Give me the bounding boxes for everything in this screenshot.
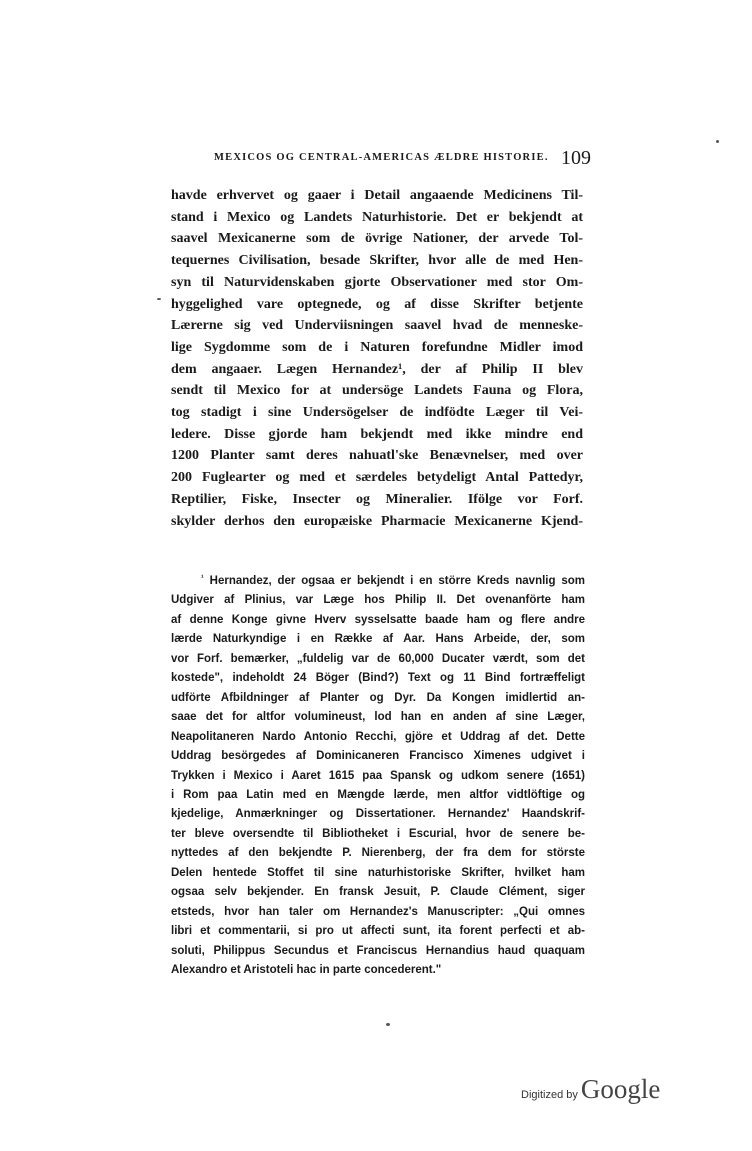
text-line: syn til Naturvidenskaben gjorte Observationer med stor Om- [171, 274, 583, 290]
footnote-line-text: Hernandez, der ogsaa er bekjendt i en större Kreds navnlig som [209, 575, 585, 587]
footnote-line: ter bleve oversendte til Bibliotheket i Escurial, hvor de senere be- [171, 827, 585, 840]
footnote-line: Delen hentede Stoffet til sine naturhistoriske Skrifter, hvilket ham [171, 866, 585, 879]
text-line: 200 Fuglearter og med et særdeles betydeligt Antal Pattedyr, [171, 470, 583, 486]
footnote-line: saae det for altfor volumineust, lod han en anden af sine Læger, [171, 711, 585, 724]
footnote-line [171, 568, 585, 591]
text-line: sendt til Mexico for at undersöge Landets Fauna og Flora, [171, 383, 583, 399]
footnote-line: kostede", indeholdt 24 Böger (Bind?) Text og 11 Bind fortræffeligt [171, 672, 585, 685]
text-line: Reptilier, Fiske, Insecter og Mineralier. Ifölge vor Forf. [171, 491, 583, 507]
footnote-marker: ¹ [201, 573, 204, 582]
text-line: lige Sygdomme som de i Naturen forefundne Midler imod [171, 339, 583, 355]
footnote [171, 568, 585, 981]
scan-speck [716, 140, 719, 143]
footnote-line: kjedelige, Anmærkninger og Dissertationer. Hernandez' Haandskrif- [171, 808, 585, 821]
text-line: tequernes Civilisation, besade Skrifter, hvor alle de med Hen- [171, 253, 583, 269]
text-line: dem angaaer. Lægen Hernandez¹, der af Philip II blev [171, 361, 583, 377]
main-text [171, 185, 583, 532]
footnote-line: Alexandro et Aristoteli hac in parte concederent." [171, 964, 442, 977]
text-line: ledere. Disse gjorde ham bekjendt med ikke mindre end [171, 426, 583, 442]
text-line: saavel Mexicanerne som de övrige Nationer, der arvede Tol- [171, 231, 583, 247]
text-line: Lærerne sig ved Underviisningen saavel hvad de menneske- [171, 318, 583, 334]
text-line: tog stadigt i sine Undersögelser de indfödte Læger til Vei- [171, 405, 583, 421]
footnote-line: Trykken i Mexico i Aaret 1615 paa Spansk og udkom senere (1651) [171, 769, 585, 782]
text-line: stand i Mexico og Landets Naturhistorie. Det er bekjendt at [171, 209, 583, 225]
footnote-line: vor Forf. bemærker, „fuldelig var de 60,000 Ducater værdt, som det [171, 652, 585, 665]
digitized-by-label: Digitized by [521, 1089, 578, 1101]
text-line: skylder derhos den europæiske Pharmacie Mexicanerne Kjend- [171, 513, 583, 529]
scan-speck [386, 1023, 390, 1026]
scan-speck [157, 298, 161, 300]
footnote-line: udförte Afbildninger af Planter og Dyr. Da Kongen imidlertid an- [171, 691, 585, 704]
footnote-line: soluti, Philippus Secundus et Franciscus Hernandius haud quaquam [171, 944, 585, 957]
footnote-line: lærde Naturkyndige i en Række af Aar. Hans Arbeide, der, som [171, 633, 585, 646]
text-line: 1200 Planter samt deres nahuatl'ske Benævnelser, med over [171, 448, 583, 464]
footnote-line: Neapolitaneren Nardo Antonio Recchi, gjöre et Uddrag af det. Dette [171, 730, 585, 743]
footnote-line: nyttedes af den bekjendte P. Nierenberg, der fra dem for störste [171, 847, 585, 860]
digitized-by-google [521, 1074, 660, 1105]
google-logo: Google [580, 1074, 661, 1104]
footnote-line: etsteds, hvor han taler om Hernandez's Manuscripter: „Qui omnes [171, 905, 585, 918]
text-line: havde erhvervet og gaaer i Detail angaaende Medicinens Til- [171, 188, 583, 203]
footnote-line: Uddrag besörgedes af Dominicaneren Francisco Ximenes udgivet i [171, 750, 585, 763]
running-title: MEXICOS OG CENTRAL-AMERICAS ÆLDRE HISTORIE. [214, 152, 549, 163]
page-number: 109 [561, 147, 591, 169]
footnote-line: libri et commentarii, si pro ut affecti sunt, ita forent perfecti et ab- [171, 925, 585, 938]
footnote-line: i Rom paa Latin med en Mængde lærde, men altfor vidtlöftige og [171, 788, 585, 801]
footnote-line: Udgiver af Plinius, var Læge hos Philip II. Det ovenanförte ham [171, 594, 585, 607]
footnote-line: af denne Konge givne Hverv sysselsatte baade ham og flere andre [171, 613, 585, 626]
footnote-line: ogsaa selv bekjender. En fransk Jesuit, P. Claude Clément, siger [171, 886, 585, 899]
text-line: hyggelighed vare optegnede, og af disse Skrifter betjente [171, 296, 583, 312]
